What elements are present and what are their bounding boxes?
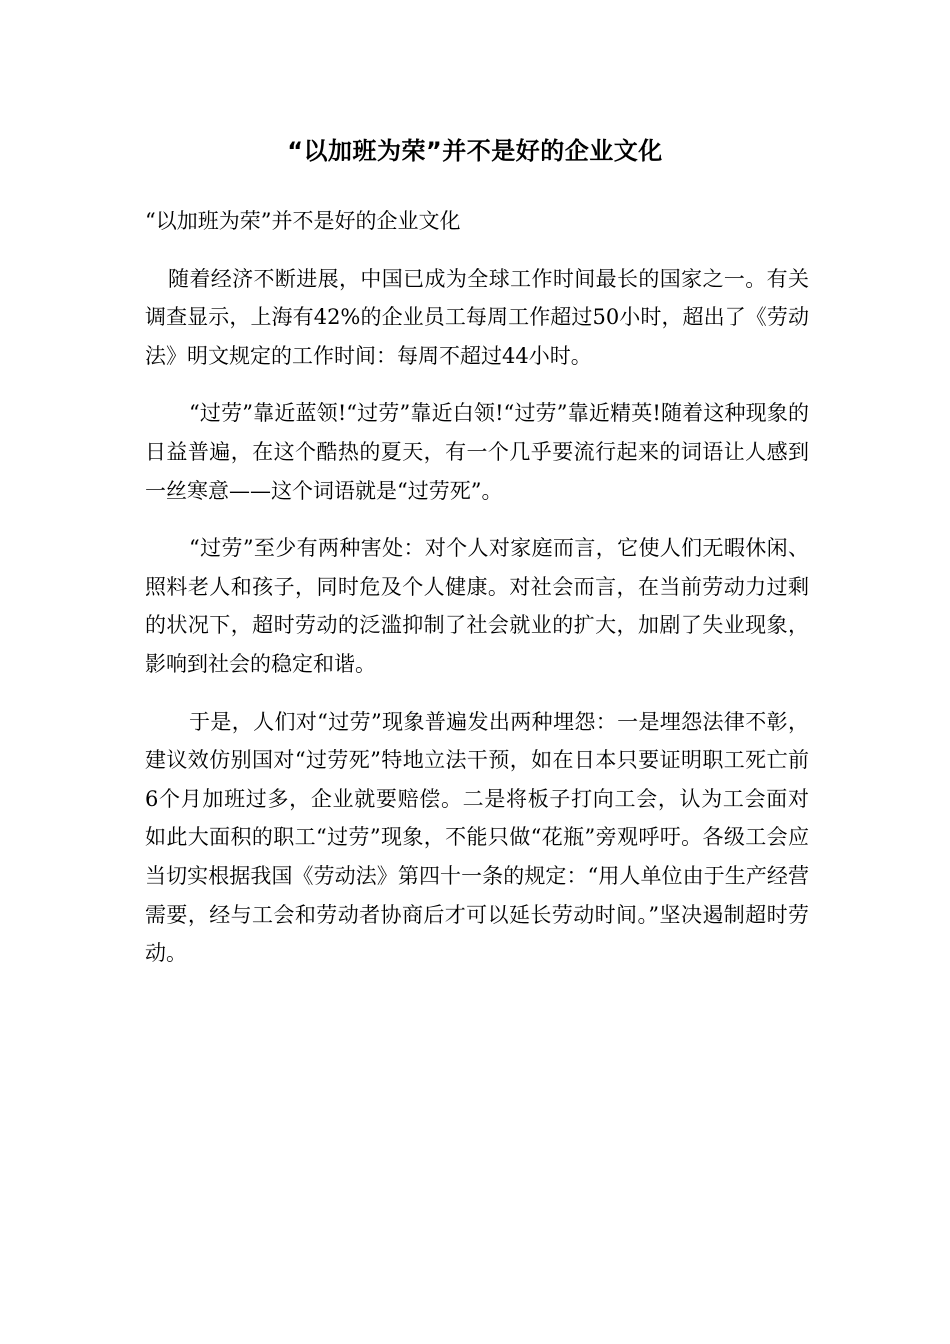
document-title: “以加班为荣”并不是好的企业文化 — [287, 137, 663, 165]
subtitle-paragraph: “以加班为荣”并不是好的企业文化 — [145, 209, 461, 233]
document-body — [145, 202, 809, 973]
paragraph-overwork: “过劳”靠近蓝领!“过劳”靠近白领!“过劳”靠近精英!随着这种现象的日益普遍，在这个酷热的夏天，有一个几乎要流行起来的词语让人感到一丝寒意——这个词语就是“过劳死”。 — [145, 401, 809, 503]
paragraph-intro: 随着经济不断进展，中国已成为全球工作时间最长的国家之一。有关调查显示，上海有42%的企业员工每周工作超过50小时，超出了《劳动法》明文规定的工作时间：每周不超过44小时。 — [145, 266, 809, 368]
paragraph-complaints: 于是，人们对“过劳”现象普遍发出两种埋怨：一是埋怨法律不彰，建议效仿别国对“过劳死”特地立法干预，如在日本只要证明职工死亡前6个月加班过多，企业就要赔偿。二是将板子打向工会，认为工会面对如此大面积的职工“过劳”现象，不能只做“花瓶”旁观呼吁。各级工会应当切实根据我国《劳动法》第四十一条的规定：“用人单位由于生产经营需要，经与工会和劳动者协商后才可以延长劳动时间。”坚决遏制超时劳动。 — [145, 709, 809, 966]
paragraph-harms: “过劳”至少有两种害处：对个人对家庭而言，它使人们无暇休闲、照料老人和孩子，同时危及个人健康。对社会而言，在当前劳动力过剩的状况下，超时劳动的泛滥抑制了社会就业的扩大，加剧了失业现象，影响到社会的稳定和谐。 — [145, 536, 809, 676]
